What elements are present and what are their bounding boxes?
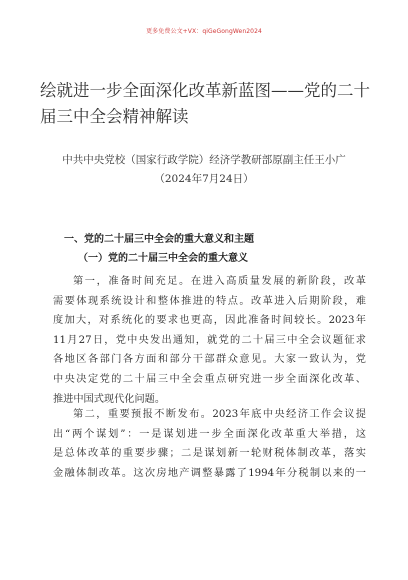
watermark-text: 更多免费公文+VX：qiGeGongWen2024 <box>146 28 262 35</box>
paragraph-line: 推进中国式现代化问题。 <box>53 393 166 405</box>
paragraph <box>53 272 366 409</box>
paragraph-line: 出“两个谋划”：一是谋划进一步全面深化改革重大举措，这 <box>53 428 366 440</box>
paragraph-line: 需要体现系统设计和整体推进的特点。改革进入后期阶段，难 <box>53 295 366 307</box>
title-line: 绘就进一步全面深化改革新蓝图——党的二十 <box>40 81 370 100</box>
paragraph <box>53 405 366 483</box>
paragraph-line: 金融体制改革。这次房地产调整暴露了1994年分税制以来的一 <box>53 467 366 479</box>
author-line: 中共中央党校（国家行政学院）经济学教研部原副主任王小广 <box>62 154 346 166</box>
subsection-heading: （一）党的二十届三中全会的重大意义 <box>78 253 248 264</box>
paragraph-line: 中央决定党的二十届三中全会重点研究进一步全面深化改革、 <box>53 373 366 385</box>
paragraph-line: 度加大，对系统化的要求也更高，因此准备时间较长。2023年 <box>53 315 366 327</box>
paragraph-line: 11月27日，党中央发出通知，就党的二十届三中全会议题征求 <box>53 334 366 346</box>
title-line: 届三中全会精神解读 <box>40 107 189 126</box>
paragraph-line: 是总体改革的重要步骤；二是谋划新一轮财税体制改革，落实 <box>53 448 366 460</box>
document-title <box>40 78 370 130</box>
paragraph-line: 各地区各部门各方面和部分干部群众意见。大家一致认为，党 <box>53 354 366 366</box>
paragraph-line: 第二，重要预报不断发布。2023年底中央经济工作会议提 <box>73 409 366 420</box>
section-heading: 一、党的二十届三中全会的重大意义和主题 <box>64 234 254 245</box>
date-line: （2024年7月24日） <box>154 173 254 185</box>
paragraph-line: 第一，准备时间充足。在进入高质量发展的新阶段，改革 <box>73 276 366 287</box>
